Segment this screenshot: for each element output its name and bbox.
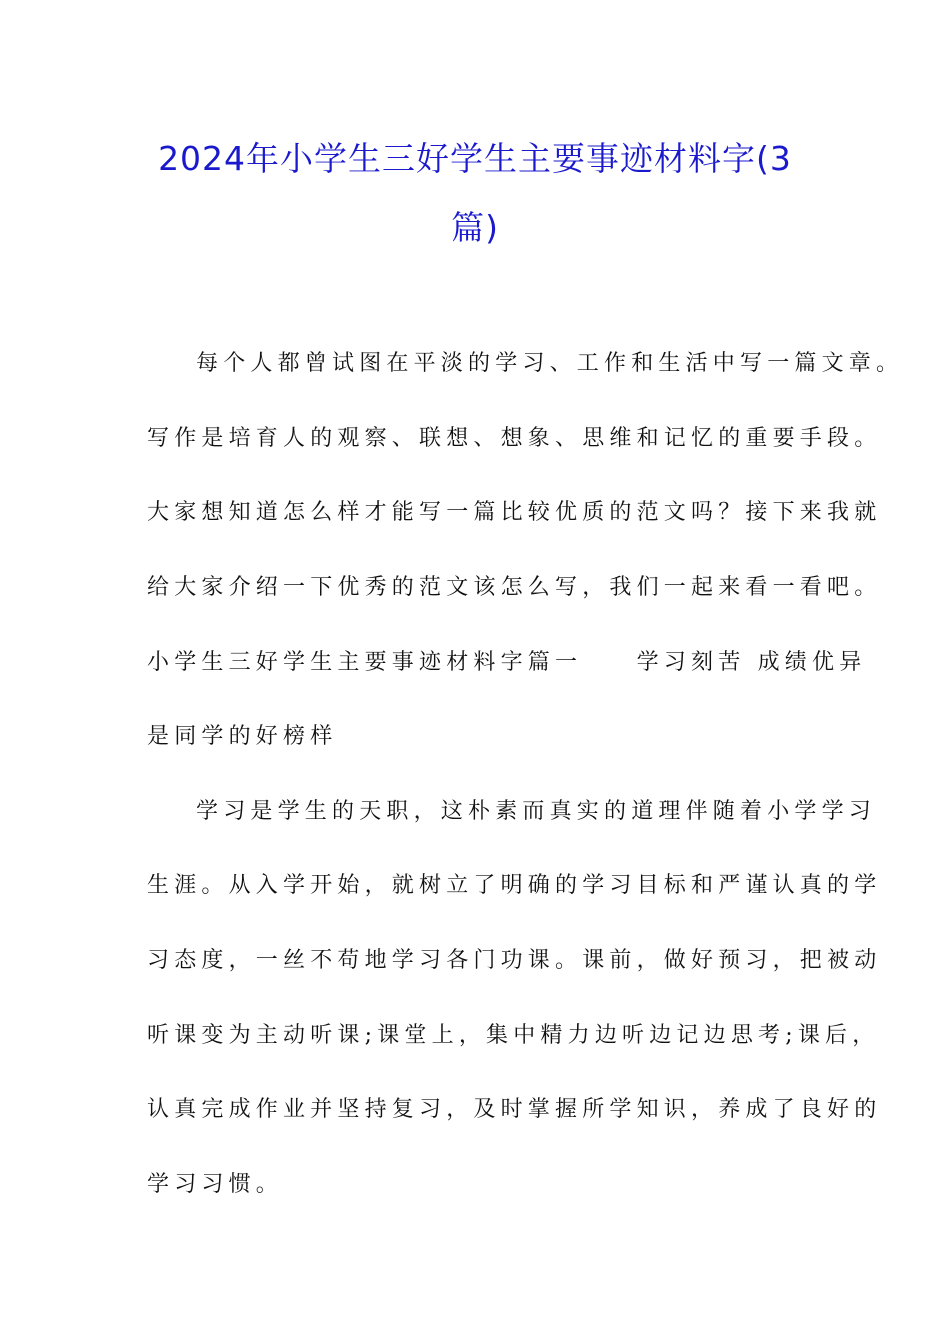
paragraph-2-line-3: 习态度，一丝不苟地学习各门功课。课前，做好预习，把被动	[147, 948, 882, 973]
paragraph-1-line-4: 给大家介绍一下优秀的范文该怎么写，我们一起来看一看吧。	[147, 575, 882, 600]
section-heading-line-2: 是同学的好榜样	[147, 724, 338, 749]
section-heading-line-1: 小学生三好学生主要事迹材料字篇一 学习刻苦 成绩优异	[147, 650, 867, 675]
paragraph-1-line-3: 大家想知道怎么样才能写一篇比较优质的范文吗？接下来我就	[147, 500, 882, 525]
paragraph-1-line-2: 写作是培育人的观察、联想、想象、思维和记忆的重要手段。	[147, 426, 882, 451]
document-title-line-2: 篇)	[451, 208, 499, 247]
paragraph-2-line-6: 学习习惯。	[147, 1172, 284, 1197]
paragraph-2-line-5: 认真完成作业并坚持复习，及时掌握所学知识，养成了良好的	[147, 1097, 882, 1122]
document-title-line-1: 2024年小学生三好学生主要事迹材料字(3	[158, 139, 792, 178]
paragraph-2-line-1: 学习是学生的天职，这朴素而真实的道理伴随着小学学习	[196, 799, 877, 824]
paragraph-1-line-1: 每个人都曾试图在平淡的学习、工作和生活中写一篇文章。	[196, 351, 904, 376]
paragraph-2-line-2: 生涯。从入学开始，就树立了明确的学习目标和严谨认真的学	[147, 873, 882, 898]
paragraph-2-line-4: 听课变为主动听课;课堂上，集中精力边听边记边思考;课后，	[147, 1023, 880, 1048]
